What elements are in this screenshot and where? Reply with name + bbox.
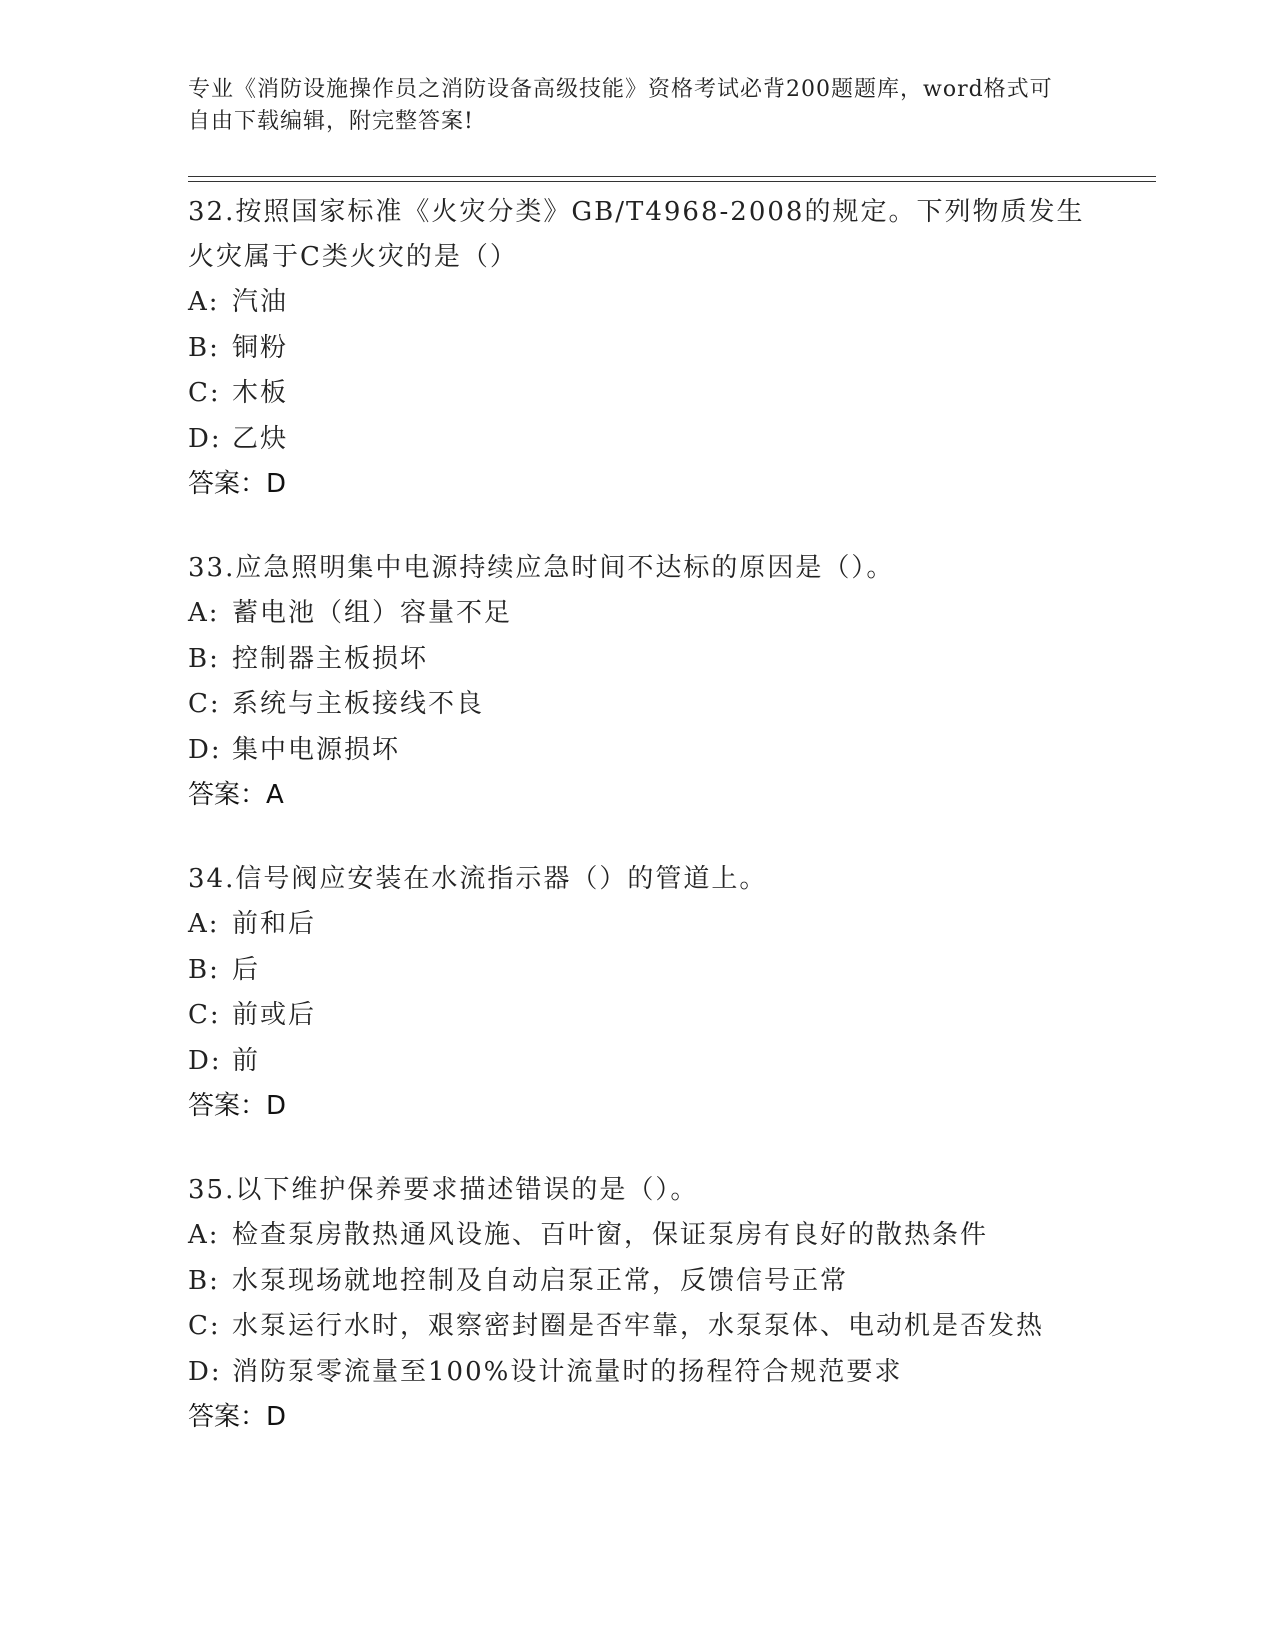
question-35 [188,1168,1088,1440]
option-c [188,682,1088,728]
option-key: B: [188,1265,220,1296]
option-key: A: [188,909,220,939]
option-text: 汽油 [232,287,289,317]
option-key: D: [188,1045,222,1076]
option-key: A: [188,1220,220,1250]
question-stem: 32.按照国家标准《火灾分类》GB/T4968-2008的规定。下列物质发生火灾属于C类火灾的是（） [188,197,1085,272]
option-text: 乙炔 [232,423,289,454]
option-text: 控制器主板损坏 [232,643,429,674]
option-text: 水泵运行水时，艰察密封圈是否牢靠，水泵泵体、电动机是否发热 [232,1311,1045,1341]
option-key: C: [188,1000,221,1030]
question-stem: 33.应急照明集中电源持续应急时间不达标的原因是（）。 [188,553,895,583]
option-text: 水泵现场就地控制及自动启泵正常，反馈信号正常 [232,1265,849,1296]
option-a [188,1213,1088,1259]
answer-line: 答案：D [188,1402,287,1432]
option-text: 前 [232,1045,261,1076]
question-list [188,190,1088,1479]
option-key: B: [188,954,220,985]
document-header: 专业《消防设施操作员之消防设备高级技能》资格考试必背200题题库，word格式可自由下载编辑，附完整答案! [188,77,1053,134]
header-divider-top [188,176,1156,177]
option-key: A: [188,287,220,317]
option-text: 集中电源损坏 [232,734,401,765]
header-divider-bottom [188,181,1156,182]
question-33 [188,546,1088,818]
option-d [188,1039,1088,1085]
option-text: 铜粉 [232,332,289,363]
option-b [188,326,1088,372]
option-text: 系统与主板接线不良 [232,689,485,719]
option-c [188,993,1088,1039]
option-key: B: [188,643,220,674]
option-text: 后 [232,954,261,985]
answer-line: 答案：A [188,780,284,810]
question-stem: 34.信号阀应安装在水流指示器（）的管道上。 [188,864,768,894]
option-text: 消防泵零流量至100%设计流量时的扬程符合规范要求 [232,1356,903,1387]
option-key: B: [188,332,220,363]
option-b [188,948,1088,994]
option-text: 木板 [232,378,289,408]
option-a [188,280,1088,326]
option-c [188,371,1088,417]
option-text: 前或后 [232,1000,317,1030]
option-a [188,902,1088,948]
option-b [188,637,1088,683]
option-b [188,1259,1088,1305]
option-key: D: [188,1356,222,1387]
option-text: 蓄电池（组）容量不足 [232,598,513,628]
question-32 [188,190,1088,507]
option-key: D: [188,423,222,454]
option-d [188,728,1088,774]
option-key: C: [188,378,221,408]
option-key: C: [188,1311,221,1341]
option-a [188,591,1088,637]
answer-line: 答案：D [188,469,287,499]
option-c [188,1304,1088,1350]
option-text: 前和后 [232,909,317,939]
option-text: 检查泵房散热通风设施、百叶窗，保证泵房有良好的散热条件 [232,1220,989,1250]
option-d [188,1350,1088,1396]
option-key: D: [188,734,222,765]
answer-line: 答案：D [188,1091,287,1121]
question-stem: 35.以下维护保养要求描述错误的是（）。 [188,1175,699,1205]
option-d [188,417,1088,463]
question-34 [188,857,1088,1129]
option-key: A: [188,598,220,628]
option-key: C: [188,689,221,719]
